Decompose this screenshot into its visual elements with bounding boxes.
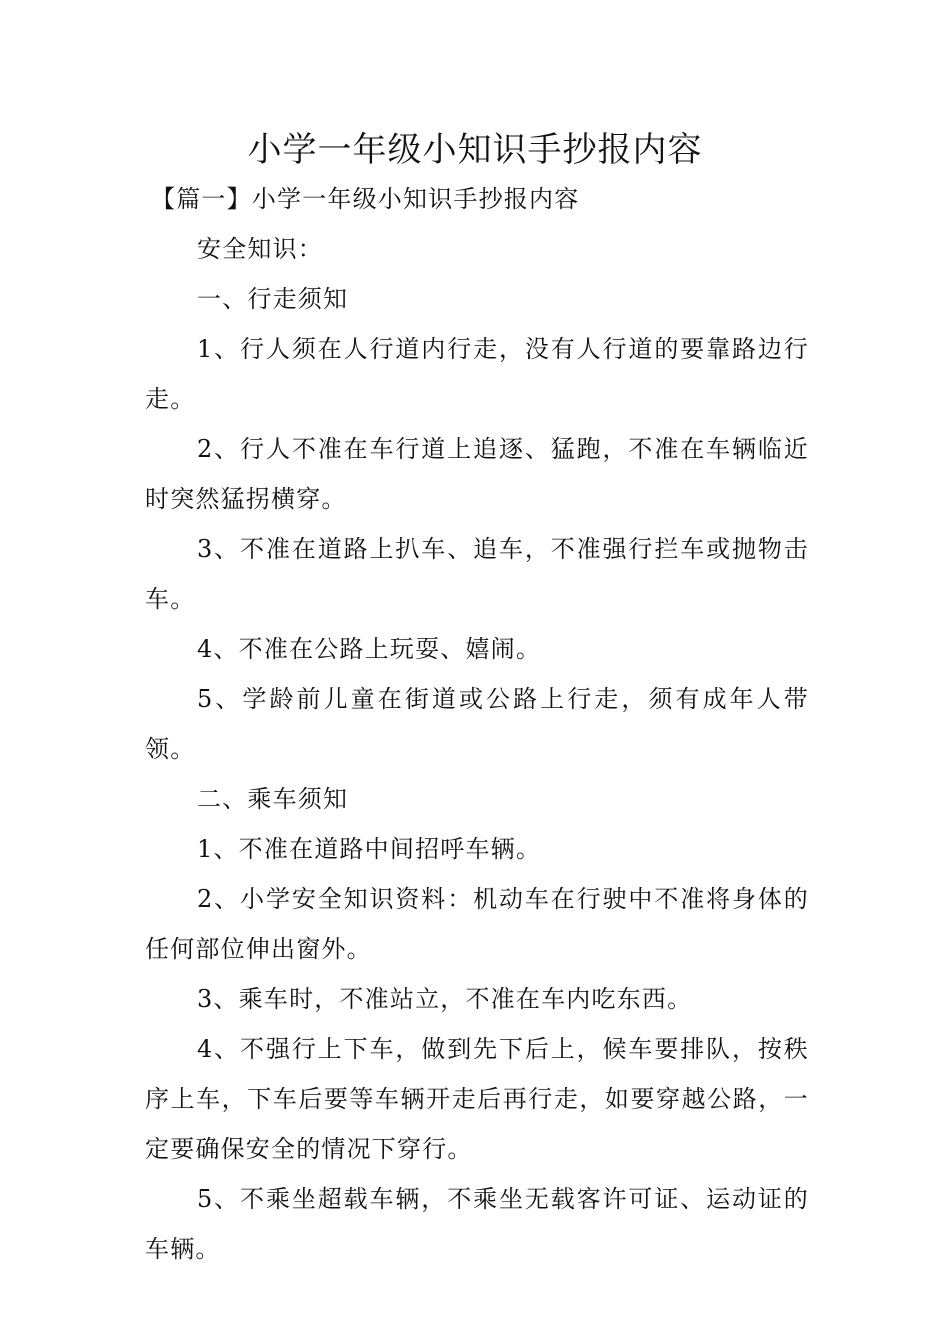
heading-walking-rules: 一、行走须知	[197, 285, 349, 313]
paragraph-riding-rule-3: 3、乘车时，不准站立，不准在车内吃东西。	[197, 985, 693, 1013]
paragraph-riding-rule-2: 2、小学安全知识资料：机动车在行驶中不准将身体的任何部位伸出窗外。	[145, 885, 809, 963]
paragraph-walking-rule-1: 1、行人须在人行道内行走，没有人行道的要靠路边行走。	[145, 335, 809, 413]
paragraph-riding-rule-1: 1、不准在道路中间招呼车辆。	[197, 835, 542, 863]
heading-riding-rules: 二、乘车须知	[197, 785, 349, 813]
document-title: 小学一年级小知识手抄报内容	[247, 130, 703, 170]
section-heading: 【篇一】小学一年级小知识手抄报内容	[151, 185, 580, 213]
paragraph-safety-knowledge: 安全知识：	[197, 235, 323, 263]
document-body	[145, 174, 809, 1274]
paragraph-walking-rule-5: 5、学龄前儿童在街道或公路上行走，须有成年人带领。	[145, 685, 809, 763]
paragraph-walking-rule-2: 2、行人不准在车行道上追逐、猛跑，不准在车辆临近时突然猛拐横穿。	[145, 435, 809, 513]
paragraph-riding-rule-4: 4、不强行上下车，做到先下后上，候车要排队，按秩序上车，下车后要等车辆开走后再行走，如要穿越公路，一定要确保安全的情况下穿行。	[145, 1035, 809, 1163]
paragraph-riding-rule-5: 5、不乘坐超载车辆，不乘坐无载客许可证、运动证的车辆。	[145, 1185, 809, 1263]
paragraph-walking-rule-4: 4、不准在公路上玩耍、嬉闹。	[197, 635, 542, 663]
paragraph-walking-rule-3: 3、不准在道路上扒车、追车，不准强行拦车或抛物击车。	[145, 535, 809, 613]
